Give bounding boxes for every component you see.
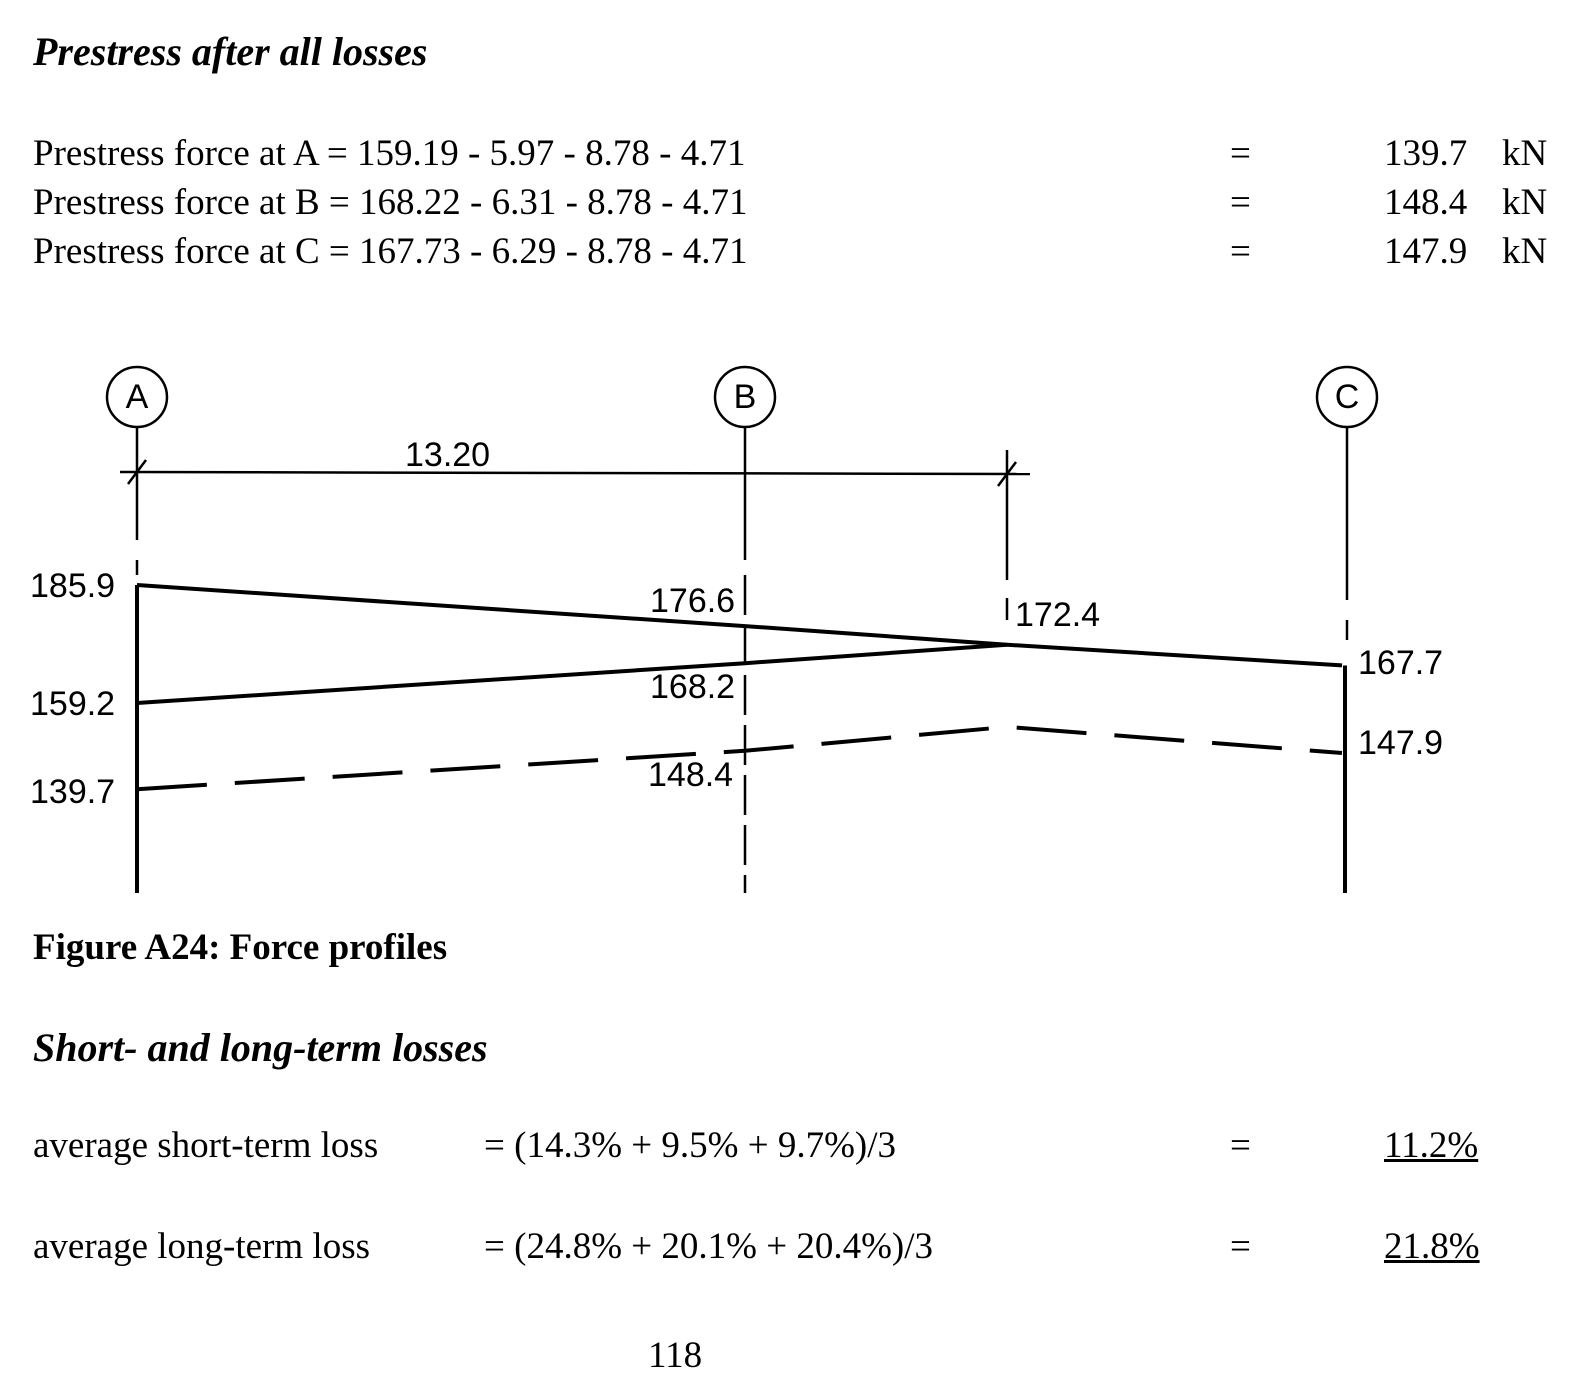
profile-long-term-line: [137, 727, 1342, 789]
prestress-row-a-value: 139.7: [1384, 133, 1468, 174]
prestress-row-a-label: Prestress force at A = 159.19 - 5.97 - 8.78 - 4.71: [33, 133, 746, 174]
label-c-long: 147.9: [1358, 724, 1444, 762]
long-term-value: 21.8%: [1384, 1226, 1480, 1267]
dimension-label: 13.20: [405, 436, 491, 474]
dimension-line: [120, 472, 1030, 474]
prestress-row-a-eq: =: [1230, 133, 1251, 174]
long-term-label: average long-term loss: [33, 1226, 370, 1267]
profile-short-term-line: [137, 645, 1007, 703]
long-term-eq: =: [1230, 1226, 1251, 1267]
prestress-row-a-unit: kN: [1502, 133, 1548, 174]
prestress-row-c-eq: =: [1230, 231, 1251, 272]
prestress-row-c-unit: kN: [1502, 231, 1548, 272]
gridline-b-label: B: [733, 378, 757, 416]
label-c-initial: 167.7: [1358, 644, 1444, 682]
short-term-value: 11.2%: [1384, 1125, 1479, 1166]
label-b-short: 168.2: [650, 668, 736, 706]
label-a-short: 159.2: [30, 685, 116, 723]
label-a-initial: 185.9: [30, 567, 116, 605]
figure-caption: Figure A24: Force profiles: [33, 927, 448, 968]
label-b-initial: 176.6: [650, 582, 736, 620]
short-term-label: average short-term loss: [33, 1125, 379, 1166]
profile-initial-line: [137, 585, 1342, 665]
gridline-a-label: A: [125, 378, 149, 416]
label-b-long: 148.4: [648, 756, 734, 794]
gridline-c-label: C: [1334, 378, 1360, 416]
label-a-long: 139.7: [30, 773, 116, 811]
prestress-row-b-unit: kN: [1502, 182, 1548, 223]
label-peak: 172.4: [1015, 596, 1101, 634]
long-term-expr: = (24.8% + 20.1% + 20.4%)/3: [484, 1226, 933, 1267]
page-number: 118: [648, 1335, 703, 1376]
short-term-eq: =: [1230, 1125, 1251, 1166]
section-heading-prestress: Prestress after all losses: [33, 29, 428, 74]
prestress-row-b-label: Prestress force at B = 168.22 - 6.31 - 8.78 - 4.71: [33, 182, 748, 223]
short-term-expr: = (14.3% + 9.5% + 9.7%)/3: [484, 1125, 896, 1166]
prestress-row-b-eq: =: [1230, 182, 1251, 223]
prestress-row-c-label: Prestress force at C = 167.73 - 6.29 - 8.78 - 4.71: [33, 231, 748, 272]
section-heading-losses: Short- and long-term losses: [33, 1025, 488, 1070]
prestress-row-c-value: 147.9: [1384, 231, 1468, 272]
prestress-row-b-value: 148.4: [1384, 182, 1468, 223]
